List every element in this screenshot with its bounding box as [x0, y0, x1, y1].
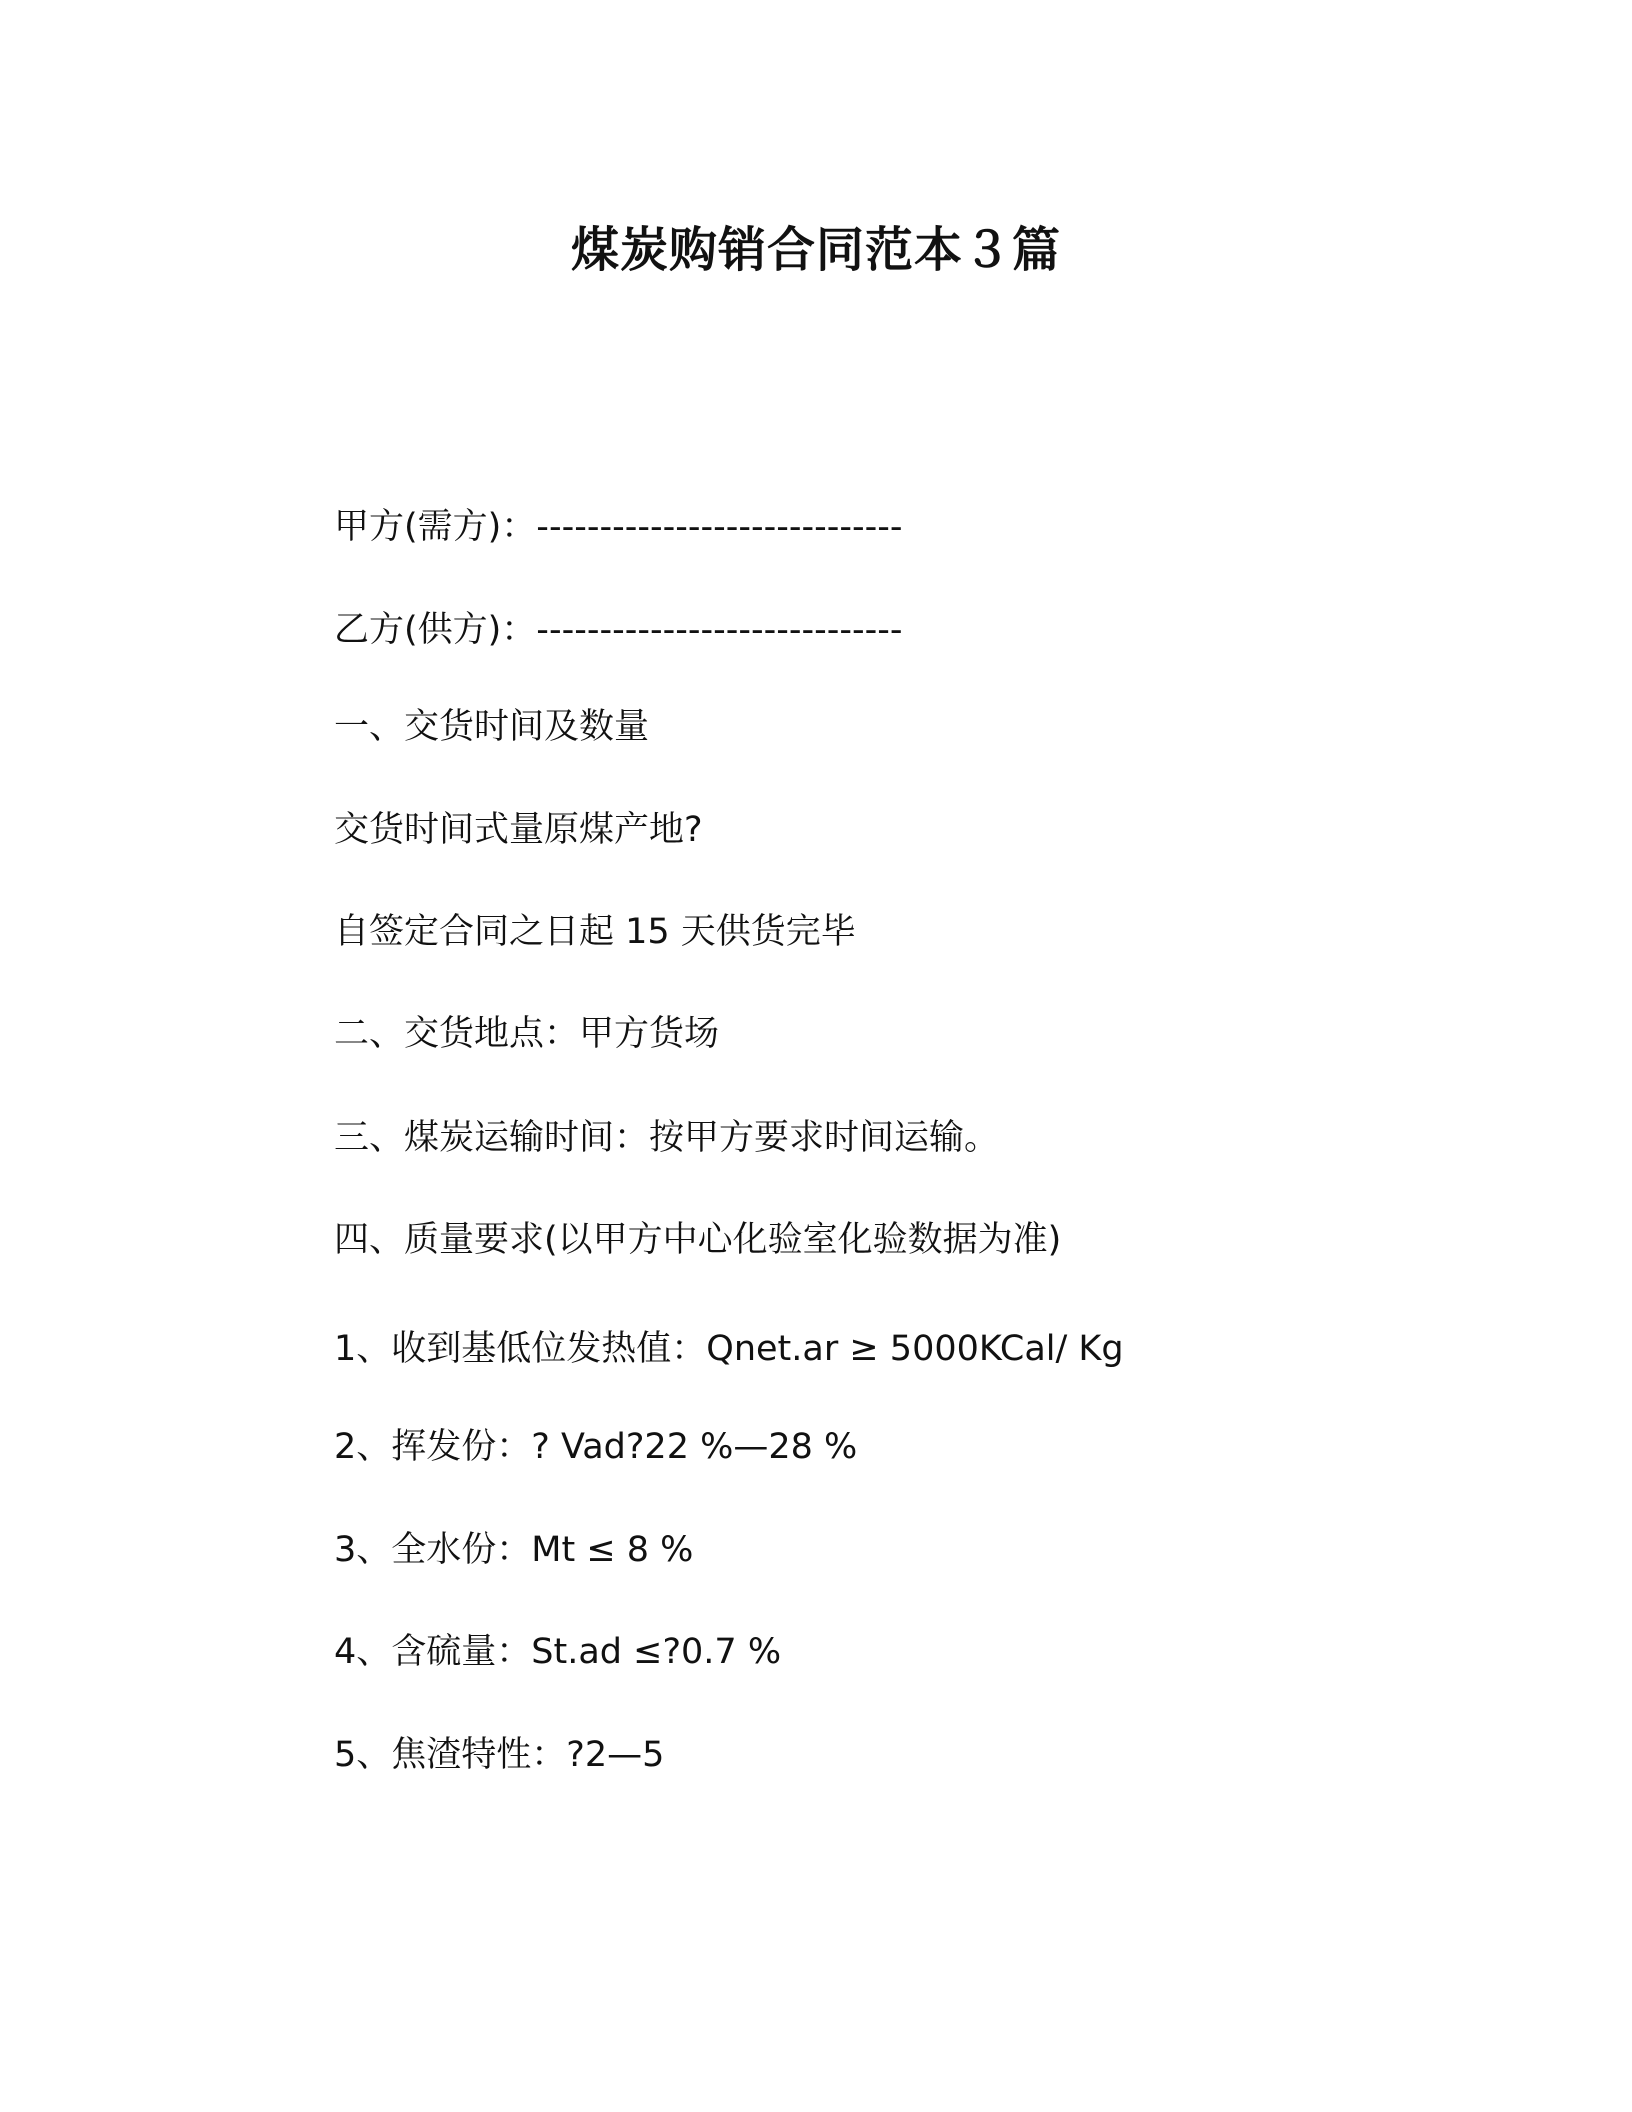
- quality-item-moisture: 3、全水份：Mt ≤ 8 %: [334, 1530, 694, 1570]
- paragraph-delivery-deadline: 自签定合同之日起 15 天供货完毕: [334, 912, 856, 952]
- paragraph-delivery-info: 交货时间式量原煤产地?: [334, 810, 703, 850]
- quality-item-coke-residue: 5、焦渣特性：?2—5: [334, 1735, 665, 1775]
- party-b-line: 乙方(供方)：-----------------------------: [334, 610, 903, 650]
- quality-item-volatile: 2、挥发份：? Vad?22 %—28 %: [334, 1427, 858, 1467]
- quality-item-calorific: 1、收到基低位发热值：Qnet.ar ≥ 5000KCal/ Kg: [334, 1329, 1124, 1369]
- section-heading-delivery: 一、交货时间及数量: [334, 707, 650, 747]
- section-heading-location: 二、交货地点：甲方货场: [334, 1014, 720, 1054]
- document-title: 煤炭购销合同范本３篇: [570, 222, 1061, 278]
- section-heading-transport: 三、煤炭运输时间：按甲方要求时间运输。: [334, 1118, 1000, 1158]
- party-a-line: 甲方(需方)：-----------------------------: [334, 507, 903, 547]
- section-heading-quality: 四、质量要求(以甲方中心化验室化验数据为准): [334, 1220, 1062, 1260]
- quality-item-sulfur: 4、含硫量：St.ad ≤?0.7 %: [334, 1632, 782, 1672]
